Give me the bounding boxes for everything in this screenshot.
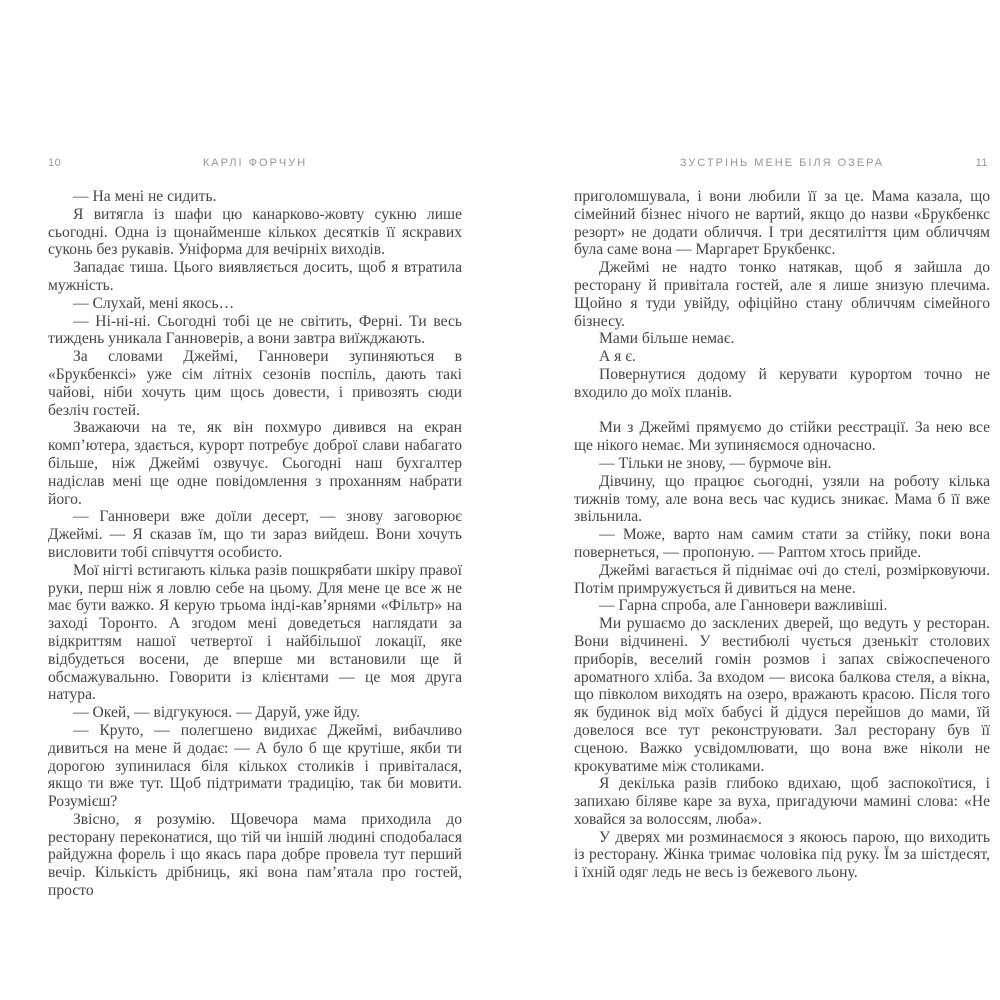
paragraph: Зважаючи на те, як він похмуро дивився на екран комп’ютера, здається, курорт потребує доброї слави набагато більше, ніж Джеймі озвучує. Сьогодні наш бухгалтер надіслав мені ще одне повідомлення з проханням набрати його. — [48, 419, 462, 508]
paragraph: Джеймі не надто тонко натякав, щоб я зайшла до ресторану й привітала гостей, але я лише знизую плечима. Щойно я туди увійду, офіційно стану обличчям сімейного бізнесу. — [574, 259, 990, 330]
paragraph: Я витягла із шафи цю канарково-жовту сукню лише сьогодні. Одна із щонайменше кількох десятків її яскравих суконь без рукавів. Уніформа для вечірніх виходів. — [48, 205, 462, 259]
page-left-text — [48, 188, 462, 900]
paragraph: приголомшувала, і вони любили її за це. Мама казала, що сімейний бізнес нічого не вартий, якщо до назви «Брукбенкс резорт» не додати обличчя. І три десятиліття цим обличчям була саме вона — Маргарет Брукбенкс. — [574, 188, 990, 259]
paragraph: Западає тиша. Цього виявляється досить, щоб я втратила мужність. — [48, 259, 462, 294]
paragraph: — Може, варто нам самим стати за стійку, поки вона повернеться, — пропоную. — Раптом хтось прийде. — [574, 526, 990, 561]
page-left-header — [48, 155, 462, 171]
paragraph: Я декілька разів глибоко вдихаю, щоб заспокоїтися, і запихаю біляве каре за вуха, пригадуючи мамині слова: «Не ховайся за волоссям, люба». — [574, 775, 990, 828]
paragraph: Ми з Джеймі прямуємо до стійки реєстрації. За нею все ще нікого немає. Ми зупиняємося одночасно. — [574, 419, 990, 455]
paragraph: Дівчину, що працює сьогодні, узяли на роботу кілька тижнів тому, але вона весь час кудись зникає. Мама б її вже звільнила. — [574, 472, 990, 526]
paragraph: — Окей, — відгукуюся. — Даруй, уже йду. — [73, 704, 360, 722]
paragraph: У дверях ми розминаємося з якоюсь парою, що виходить із ресторану. Жінка тримає чоловіка під руку. Їм за шістдесят, і їхній одяг ледь не весь із бежевого льону. — [574, 828, 990, 882]
paragraph: Мами більше немає. — [599, 330, 735, 348]
paragraph: — Тільки не знову, — бурмоче він. — [599, 454, 832, 472]
paragraph: — Гарна спроба, але Ганновери важливіші. — [599, 597, 888, 615]
running-header-author: КАРЛІ ФОРЧУН — [202, 157, 308, 169]
paragraph: — Ні-ні-ні. Сьогодні тобі це не світить, Ферні. Ти весь тиждень уникала Ганноверів, а вони завтра виїжджають. — [48, 312, 462, 348]
paragraph: А я є. — [599, 348, 636, 366]
paragraph: — На мені не сидить. — [73, 188, 217, 205]
paragraph: Мої нігті встигають кілька разів пошкрябати шкіру правої руки, перш ніж я ловлю себе на цьому. Для мене це все ж не має бути важко. Я керую трьома інді-кав’ярнями «Фільтр» на заході Торонто. А згодом мені доведеться наглядати за відкриттям нашої четвертої і найбільшої локації, яке відбудеться восени, де вперше ми встановили ще й обсмажувальню. Говорити із клієнтами — це моя друга натура. — [48, 561, 462, 704]
running-header-book-title: ЗУСТРІНЬ МЕНЕ БІЛЯ ОЗЕРА — [679, 157, 885, 169]
page-left — [48, 155, 462, 900]
paragraph: Звісно, я розумію. Щовечора мама приходила до ресторану переконатися, що тій чи іншій людині сподобалася райдужна форель і що якась пара добре провела тут перший вечір. Кількість дрібниць, які вона пам’ятала про гостей, просто — [48, 810, 462, 900]
paragraph: — Слухай, мені якось… — [73, 294, 235, 312]
page-right — [574, 155, 990, 882]
paragraph: Джеймі вагається й піднімає очі до стелі, розмірковуючи. Потім примружується й дивиться на мене. — [574, 561, 990, 597]
page-number-left: 10 — [48, 157, 62, 169]
page-right-header — [574, 155, 990, 171]
paragraph: За словами Джеймі, Ганновери зупиняються в «Брукбенксі» уже сім літніх сезонів поспіль, дають такі чайові, ніби хочуть цим щось довести, і привозять сюди безліч гостей. — [48, 348, 462, 419]
page-right-text — [574, 188, 990, 882]
paragraph: — Круто, — полегшено видихає Джеймі, вибачливо дивиться на мене й додає: — А було б ще крутіше, якби ти дорогою зупинилася біля кількох столиків і привіталася, якщо ти вже тут. Щоб підтримати традицію, так би мовити. Розумієш? — [48, 721, 462, 811]
page-number-right: 11 — [975, 157, 988, 169]
paragraph: Повернутися додому й керувати курортом точно не входило до моїх планів. — [574, 365, 990, 401]
paragraph: — Ганновери вже доїли десерт, — знову заговорює Джеймі. — Я сказав їм, що ти зараз вийдеш. Вони хочуть висловити тобі співчуття особисто. — [48, 508, 462, 561]
paragraph: Ми рушаємо до засклених дверей, що ведуть у ресторан. Вони відчинені. У вестибюлі чується дзенькіт столових приборів, веселий гомін розмов і запах свіжоспеченого ароматного хліба. За входом — висока балкова стеля, а вікна, що півколом виходять на озеро, вражають красою. Після того як будинок від моїх бабусі й дідуся перейшов до мами, їй довелося все тут реконструювати. Зал ресторану був її сценою. Важко усвідомлювати, що вона вже ніколи не крокуватиме між столиками. — [574, 615, 990, 775]
